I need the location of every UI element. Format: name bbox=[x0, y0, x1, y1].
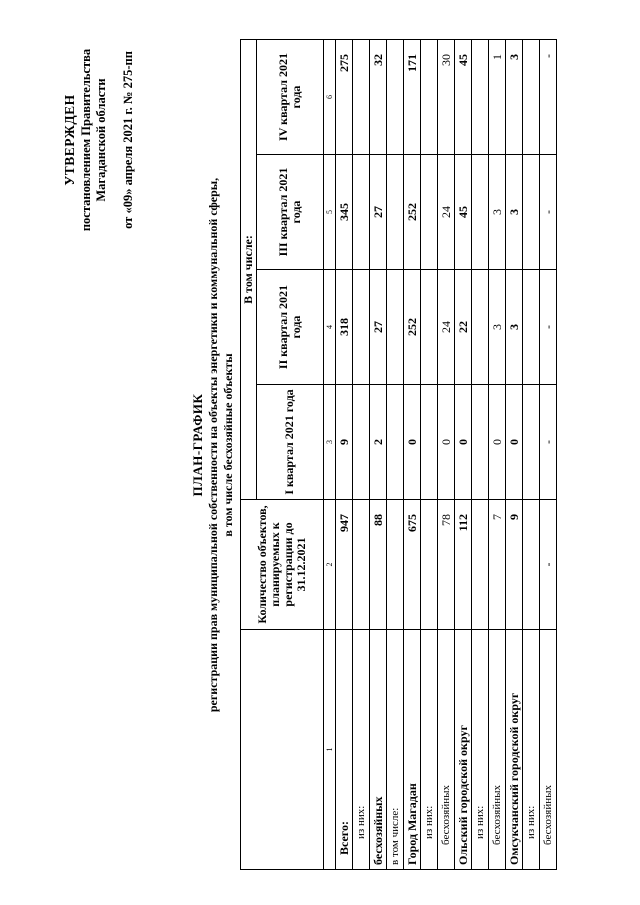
cell-q4 bbox=[387, 40, 404, 155]
table-row bbox=[540, 40, 557, 870]
cell-q1: 2 bbox=[370, 385, 387, 500]
cell-q3 bbox=[472, 155, 489, 270]
cell-q2 bbox=[387, 270, 404, 385]
row-label: бесхозяйных bbox=[540, 630, 557, 870]
cell-q2 bbox=[421, 270, 438, 385]
cell-count: 112 bbox=[455, 500, 472, 630]
cell-q3: 3 bbox=[489, 155, 506, 270]
cell-q2: 3 bbox=[506, 270, 523, 385]
cell-q2 bbox=[472, 270, 489, 385]
document-subtitle-1: регистрации прав муниципальной собственности на объекты энергетики и коммунальной сферы, bbox=[206, 177, 220, 713]
approval-order: от «09» апреля 2021 г. № 275-пп bbox=[121, 51, 135, 229]
table-row bbox=[421, 40, 438, 870]
column-number: 6 bbox=[324, 40, 336, 155]
cell-q3 bbox=[353, 155, 370, 270]
column-number: 4 bbox=[324, 270, 336, 385]
cell-q4: 32 bbox=[370, 40, 387, 155]
table-row bbox=[472, 40, 489, 870]
cell-q3: 3 bbox=[506, 155, 523, 270]
table-row bbox=[353, 40, 370, 870]
row-label: бесхозяйных bbox=[370, 630, 387, 870]
row-label: Ольский городской округ bbox=[455, 630, 472, 870]
cell-q1: 0 bbox=[506, 385, 523, 500]
cell-q3 bbox=[387, 155, 404, 270]
document-title: ПЛАН-ГРАФИК bbox=[190, 393, 205, 497]
cell-q1 bbox=[387, 385, 404, 500]
cell-q1 bbox=[421, 385, 438, 500]
cell-q3: - bbox=[540, 155, 557, 270]
row-label: бесхозяйных bbox=[489, 630, 506, 870]
cell-q3: 345 bbox=[336, 155, 353, 270]
column-number-row bbox=[324, 40, 336, 870]
cell-q4 bbox=[353, 40, 370, 155]
cell-q4: 30 bbox=[438, 40, 455, 155]
cell-q1 bbox=[353, 385, 370, 500]
cell-q1: 0 bbox=[455, 385, 472, 500]
cell-q4: 45 bbox=[455, 40, 472, 155]
header-count: Количество объектов, планируемых к регистрации до 31.12.2021 bbox=[241, 500, 324, 630]
row-label: из них: bbox=[353, 630, 370, 870]
cell-q4: 3 bbox=[506, 40, 523, 155]
cell-q2: 318 bbox=[336, 270, 353, 385]
cell-q1 bbox=[472, 385, 489, 500]
cell-count: 7 bbox=[489, 500, 506, 630]
cell-q2 bbox=[353, 270, 370, 385]
column-number: 1 bbox=[324, 630, 336, 870]
cell-count: 9 bbox=[506, 500, 523, 630]
column-number: 5 bbox=[324, 155, 336, 270]
row-label: Город Магадан bbox=[404, 630, 421, 870]
cell-q2 bbox=[523, 270, 540, 385]
cell-q3: 45 bbox=[455, 155, 472, 270]
table-row bbox=[438, 40, 455, 870]
cell-q2: 3 bbox=[489, 270, 506, 385]
header-row bbox=[241, 40, 257, 870]
cell-q1: - bbox=[540, 385, 557, 500]
cell-q3 bbox=[421, 155, 438, 270]
cell-q4: 171 bbox=[404, 40, 421, 155]
table-row bbox=[489, 40, 506, 870]
cell-count: 947 bbox=[336, 500, 353, 630]
cell-count: 78 bbox=[438, 500, 455, 630]
cell-q3: 24 bbox=[438, 155, 455, 270]
header-q2: II квартал 2021 года bbox=[256, 270, 323, 385]
approval-heading: УТВЕРЖДЕН bbox=[62, 94, 77, 186]
table-row bbox=[387, 40, 404, 870]
cell-count: 675 bbox=[404, 500, 421, 630]
approval-stamp bbox=[62, 15, 136, 265]
row-label: из них: bbox=[421, 630, 438, 870]
cell-count bbox=[472, 500, 489, 630]
cell-count bbox=[387, 500, 404, 630]
cell-count bbox=[353, 500, 370, 630]
header-blank bbox=[241, 630, 324, 870]
approval-line-1: постановлением Правительства bbox=[79, 48, 93, 232]
cell-q3: 252 bbox=[404, 155, 421, 270]
cell-q1: 0 bbox=[438, 385, 455, 500]
table-row bbox=[506, 40, 523, 870]
document-title-block bbox=[190, 85, 236, 805]
row-label: Всего: bbox=[336, 630, 353, 870]
table-row bbox=[370, 40, 387, 870]
cell-q1: 9 bbox=[336, 385, 353, 500]
header-q3: III квартал 2021 года bbox=[256, 155, 323, 270]
table-row bbox=[404, 40, 421, 870]
cell-q1: 0 bbox=[489, 385, 506, 500]
cell-q3: 27 bbox=[370, 155, 387, 270]
cell-count: 88 bbox=[370, 500, 387, 630]
cell-q2: 252 bbox=[404, 270, 421, 385]
cell-q1: 0 bbox=[404, 385, 421, 500]
cell-q4: 1 bbox=[489, 40, 506, 155]
table-row bbox=[455, 40, 472, 870]
column-number: 2 bbox=[324, 500, 336, 630]
cell-q4 bbox=[421, 40, 438, 155]
row-label: Омсукчанский городской округ bbox=[506, 630, 523, 870]
cell-count: - bbox=[540, 500, 557, 630]
cell-q2: 27 bbox=[370, 270, 387, 385]
cell-q2: 22 bbox=[455, 270, 472, 385]
cell-q2: 24 bbox=[438, 270, 455, 385]
table-row bbox=[336, 40, 353, 870]
cell-q2: - bbox=[540, 270, 557, 385]
table-row bbox=[523, 40, 540, 870]
cell-q1 bbox=[523, 385, 540, 500]
row-label: из них: bbox=[472, 630, 489, 870]
approval-line-2: Магаданской области bbox=[94, 78, 108, 202]
header-q1: I квартал 2021 года bbox=[256, 385, 323, 500]
row-label: в том числе: bbox=[387, 630, 404, 870]
column-number: 3 bbox=[324, 385, 336, 500]
cell-q4: - bbox=[540, 40, 557, 155]
schedule-table bbox=[240, 39, 557, 870]
cell-q4: 275 bbox=[336, 40, 353, 155]
header-including: В том числе: bbox=[241, 40, 257, 500]
cell-q4 bbox=[523, 40, 540, 155]
cell-q3 bbox=[523, 155, 540, 270]
cell-q4 bbox=[472, 40, 489, 155]
document-subtitle-2: в том числе бесхозяйные объекты bbox=[221, 353, 235, 537]
cell-count bbox=[421, 500, 438, 630]
row-label: из них: bbox=[523, 630, 540, 870]
row-label: бесхозяйных bbox=[438, 630, 455, 870]
cell-count bbox=[523, 500, 540, 630]
header-q4: IV квартал 2021 года bbox=[256, 40, 323, 155]
